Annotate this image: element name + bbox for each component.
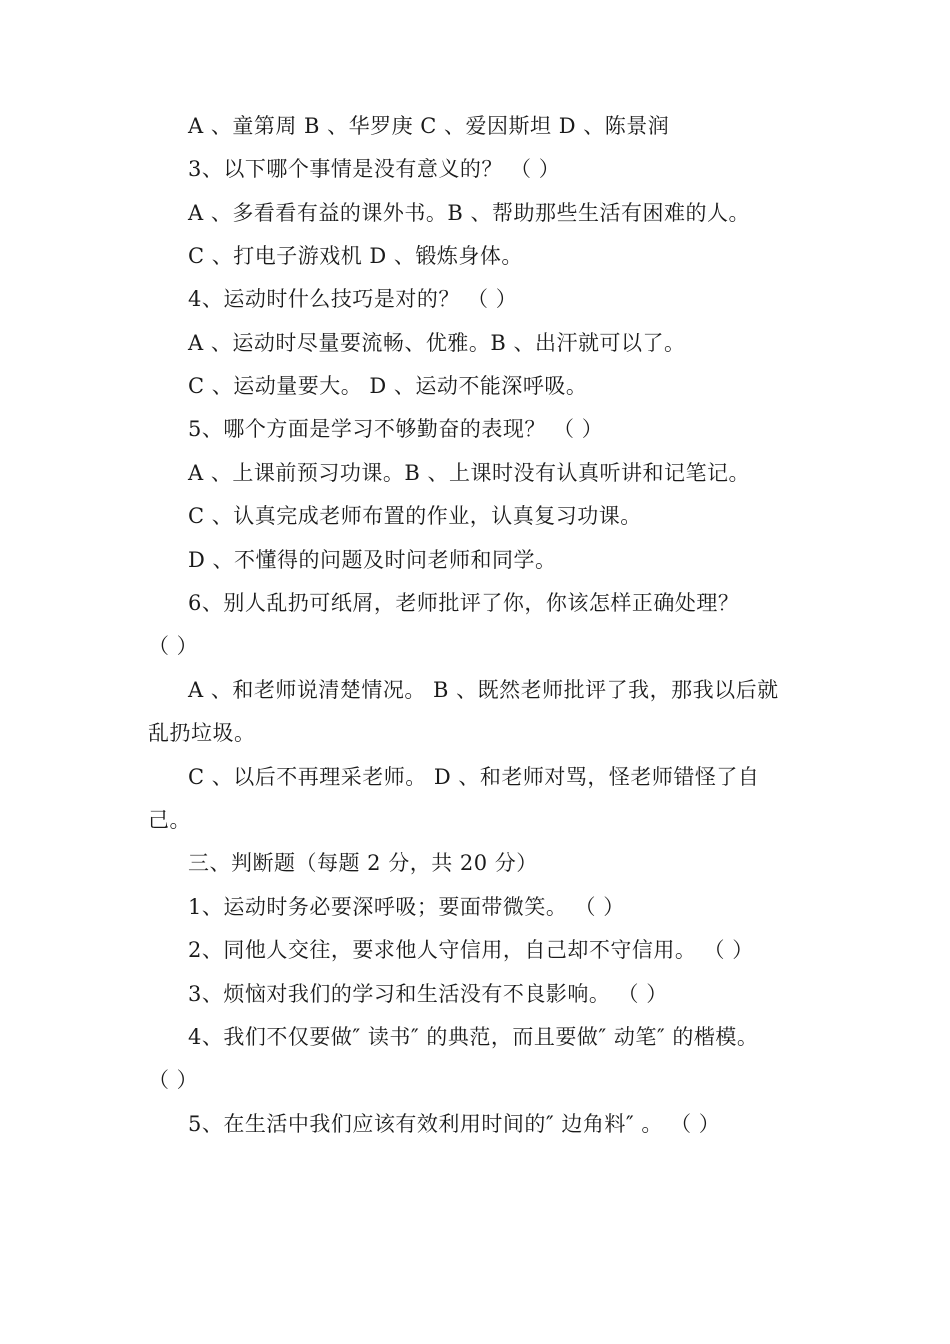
option-line-q5-a: A 、上课前预习功课。B 、上课时没有认真听讲和记笔记。 <box>188 461 750 485</box>
option-line-q6-c-cont: 己。 <box>148 808 191 832</box>
question-5: 5、哪个方面是学习不够勤奋的表现？ （ ） <box>188 417 604 441</box>
judgement-4-bracket: （ ） <box>148 1068 199 1092</box>
question-6-bracket: （ ） <box>148 634 199 658</box>
question-3: 3、以下哪个事情是没有意义的？ （ ） <box>188 157 561 181</box>
option-line-q6-c: C 、以后不再理采老师。 D 、和老师对骂，怪老师错怪了自 <box>188 765 760 789</box>
question-4: 4、运动时什么技巧是对的？ （ ） <box>188 287 518 311</box>
option-line-q5-c: C 、认真完成老师布置的作业，认真复习功课。 <box>188 504 642 528</box>
section-heading-judgement: 三、判断题（每题 2 分，共 20 分） <box>188 851 538 875</box>
option-line-q5-d: D 、不懂得的问题及时问老师和同学。 <box>188 548 557 572</box>
option-line-q3-a: A 、多看看有益的课外书。B 、帮助那些生活有困难的人。 <box>188 201 750 225</box>
option-line-q2: A 、童第周 B 、华罗庚 C 、爱因斯坦 D 、陈景润 <box>188 114 670 138</box>
option-line-q4-c: C 、运动量要大。 D 、运动不能深呼吸。 <box>188 374 588 398</box>
option-line-q6-a: A 、和老师说清楚情况。 B 、既然老师批评了我，那我以后就 <box>188 678 779 702</box>
judgement-5: 5、在生活中我们应该有效利用时间的″ 边角料″ 。 （ ） <box>188 1112 721 1136</box>
option-line-q6-a-cont: 乱扔垃圾。 <box>148 721 256 745</box>
judgement-1: 1、运动时务必要深呼吸；要面带微笑。 （ ） <box>188 895 625 919</box>
option-line-q4-a: A 、运动时尽量要流畅、优雅。B 、出汗就可以了。 <box>188 331 686 355</box>
option-line-q3-c: C 、打电子游戏机 D 、锻炼身体。 <box>188 244 523 268</box>
judgement-4: 4、我们不仅要做″ 读书″ 的典范，而且要做″ 动笔″ 的楷模。 <box>188 1025 759 1049</box>
judgement-2: 2、同他人交往，要求他人守信用，自己却不守信用。 （ ） <box>188 938 754 962</box>
judgement-3: 3、烦恼对我们的学习和生活没有不良影响。 （ ） <box>188 982 668 1006</box>
question-6: 6、别人乱扔可纸屑，老师批评了你，你该怎样正确处理？ <box>188 591 740 615</box>
